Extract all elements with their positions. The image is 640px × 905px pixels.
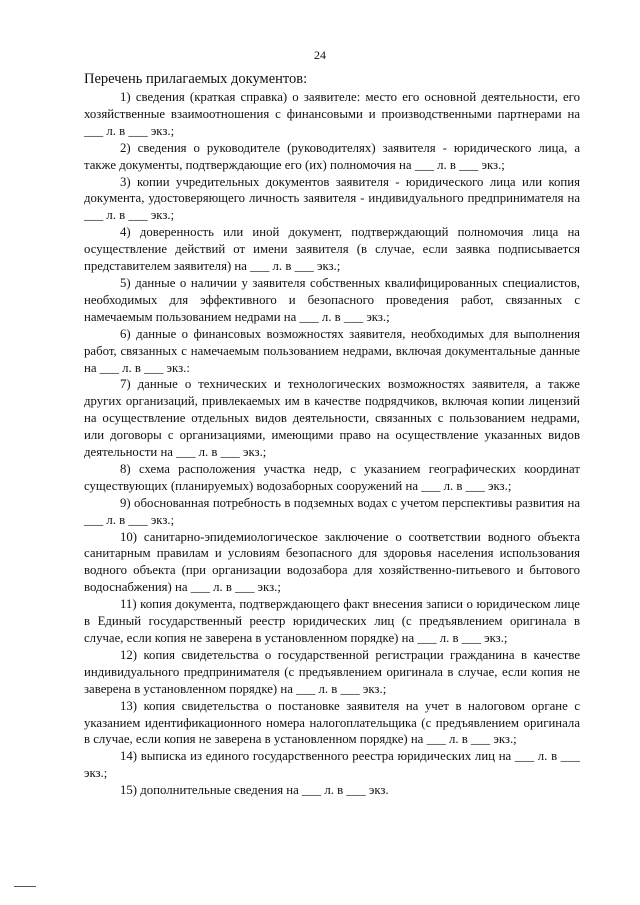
list-item: 14) выписка из единого государственного реестра юридических лиц на ___ л. в ___ экз.; [84,749,580,781]
page-number: 24 [314,48,326,62]
list-item: 3) копии учредительных документов заявителя - юридического лица или копия документа, удостоверяющего личность заявителя - индивидуального предпринимателя на ___ л. в ___ экз.; [84,174,580,223]
list-item: 13) копия свидетельства о постановке заявителя на учет в налоговом органе с указанием идентификационного номера налогоплательщика (с предъявлением оригинала в случае, если копия не заверена в установленном порядке) на ___ л. в ___ экз.; [84,698,580,747]
list-item: 6) данные о финансовых возможностях заявителя, необходимых для выполнения работ, связанных с намечаемым пользованием недрами, включая документальные данные на ___ л. в ___ экз.: [84,326,580,375]
list-item: 2) сведения о руководителе (руководителях) заявителя - юридического лица, а также документы, подтверждающие его (их) полномочия на ___ л. в ___ экз.; [84,140,580,172]
footer-divider [14,886,36,887]
list-item: 12) копия свидетельства о государственной регистрации гражданина в качестве индивидуального предпринимателя (с предъявлением оригинала в случае, если копия не заверена в установленном порядке) на ___ л. в ___ экз.; [84,647,580,696]
list-item: 5) данные о наличии у заявителя собственных квалифицированных специалистов, необходимых для эффективного и безопасного проведения работ, связанных с намечаемым пользованием недрами на ___ л. в ___ экз.; [84,275,580,324]
list-item: 10) санитарно-эпидемиологическое заключение о соответствии водного объекта санитарным правилам и условиям безопасного для здоровья населения использования водного объекта (при организации водозабора для хозяйственно-питьевого и бытового водоснабжения) на ___ л. в ___ экз.; [84,529,580,595]
list-item: 7) данные о технических и технологических возможностях заявителя, а также других организаций, привлекаемых им в качестве подрядчиков, включая копии лицензий на осуществление отдельных видов деятельности, связанных с пользованием недрами, или договоры с организациями, имеющими право на осуществление указанных видов деятельности на ___ л. в ___ экз.; [84,377,580,460]
list-item: 9) обоснованная потребность в подземных водах с учетом перспективы развития на ___ л. в ___ экз.; [84,495,580,527]
document-body [84,71,580,799]
list-item: 11) копия документа, подтверждающего факт внесения записи о юридическом лице в Единый государственный реестр юридических лиц (с предъявлением оригинала в случае, если копия не заверена в установленном порядке) на ___ л. в ___ экз.; [84,597,580,645]
list-heading: Перечень прилагаемых документов: [84,71,308,87]
list-item: 4) доверенность или иной документ, подтверждающий полномочия лица на осуществление действий от имени заявителя (в случае, если заявка подписывается представителем заявителя) на ___ л. в ___ экз.; [84,225,580,274]
list-item: 15) дополнительные сведения на ___ л. в ___ экз. [120,783,389,798]
list-item: 1) сведения (краткая справка) о заявителе: место его основной деятельности, его хозяйственные взаимоотношения с финансовыми и производственными партнерами на ___ л. в ___ экз.; [84,90,580,138]
list-item: 8) схема расположения участка недр, с указанием географических координат существующих (планируемых) водозаборных сооружений на ___ л. в ___ экз.; [84,461,580,493]
